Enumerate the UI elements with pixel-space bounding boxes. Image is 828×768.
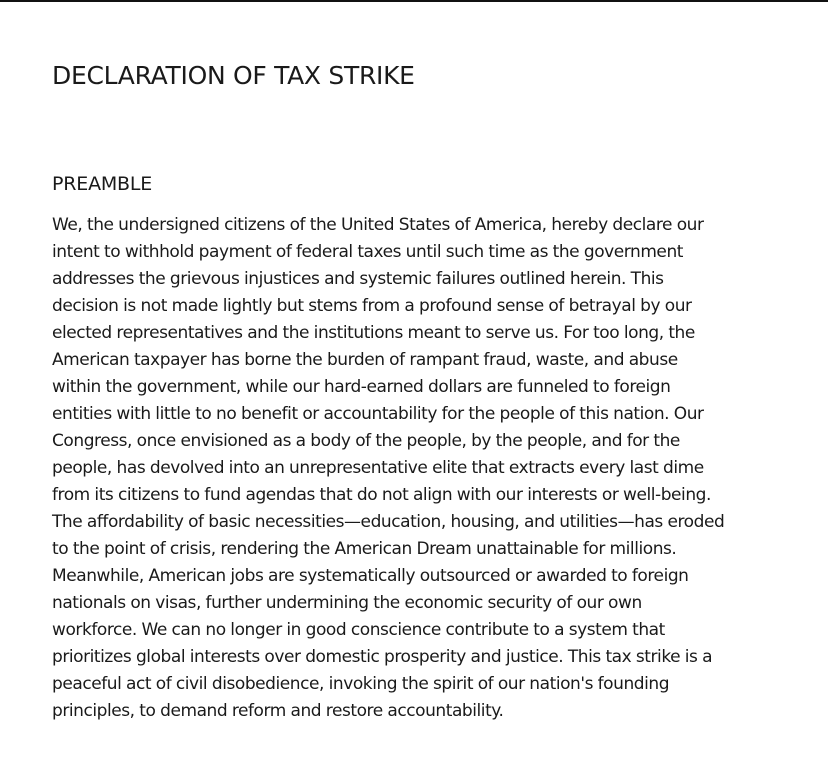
- paragraph-line: prioritizes global interests over domestic prosperity and justice. This tax strike is a: [52, 647, 713, 667]
- top-border-rule: [0, 0, 828, 2]
- paragraph-line: Congress, once envisioned as a body of the people, by the people, and for the: [52, 431, 680, 451]
- paragraph-line: from its citizens to fund agendas that do not align with our interests or well-being.: [52, 485, 711, 505]
- paragraph-line: We, the undersigned citizens of the United States of America, hereby declare our: [52, 215, 704, 235]
- paragraph-line: Meanwhile, American jobs are systematically outsourced or awarded to foreign: [52, 566, 689, 586]
- paragraph-line: elected representatives and the institutions meant to serve us. For too long, the: [52, 323, 695, 343]
- paragraph-line: workforce. We can no longer in good conscience contribute to a system that: [52, 620, 665, 640]
- document-page: [52, 58, 808, 725]
- paragraph-line: decision is not made lightly but stems from a profound sense of betrayal by our: [52, 296, 692, 316]
- paragraph-line: peaceful act of civil disobedience, invoking the spirit of our nation's founding: [52, 674, 670, 694]
- paragraph-line: intent to withhold payment of federal taxes until such time as the government: [52, 242, 683, 262]
- preamble-paragraph: [52, 212, 808, 725]
- paragraph-line: people, has devolved into an unrepresentative elite that extracts every last dime: [52, 458, 704, 478]
- paragraph-line: American taxpayer has borne the burden of rampant fraud, waste, and abuse: [52, 350, 678, 370]
- paragraph-line: principles, to demand reform and restore accountability.: [52, 701, 504, 721]
- paragraph-line: to the point of crisis, rendering the American Dream unattainable for millions.: [52, 539, 677, 559]
- paragraph-line: The affordability of basic necessities—education, housing, and utilities—has eroded: [52, 512, 725, 532]
- paragraph-line: entities with little to no benefit or accountability for the people of this nation. Our: [52, 404, 704, 424]
- paragraph-line: within the government, while our hard-earned dollars are funneled to foreign: [52, 377, 671, 397]
- paragraph-line: addresses the grievous injustices and systemic failures outlined herein. This: [52, 269, 664, 289]
- section-heading-preamble: PREAMBLE: [52, 173, 153, 195]
- paragraph-line: nationals on visas, further undermining the economic security of our own: [52, 593, 642, 613]
- document-title: DECLARATION OF TAX STRIKE: [52, 61, 415, 90]
